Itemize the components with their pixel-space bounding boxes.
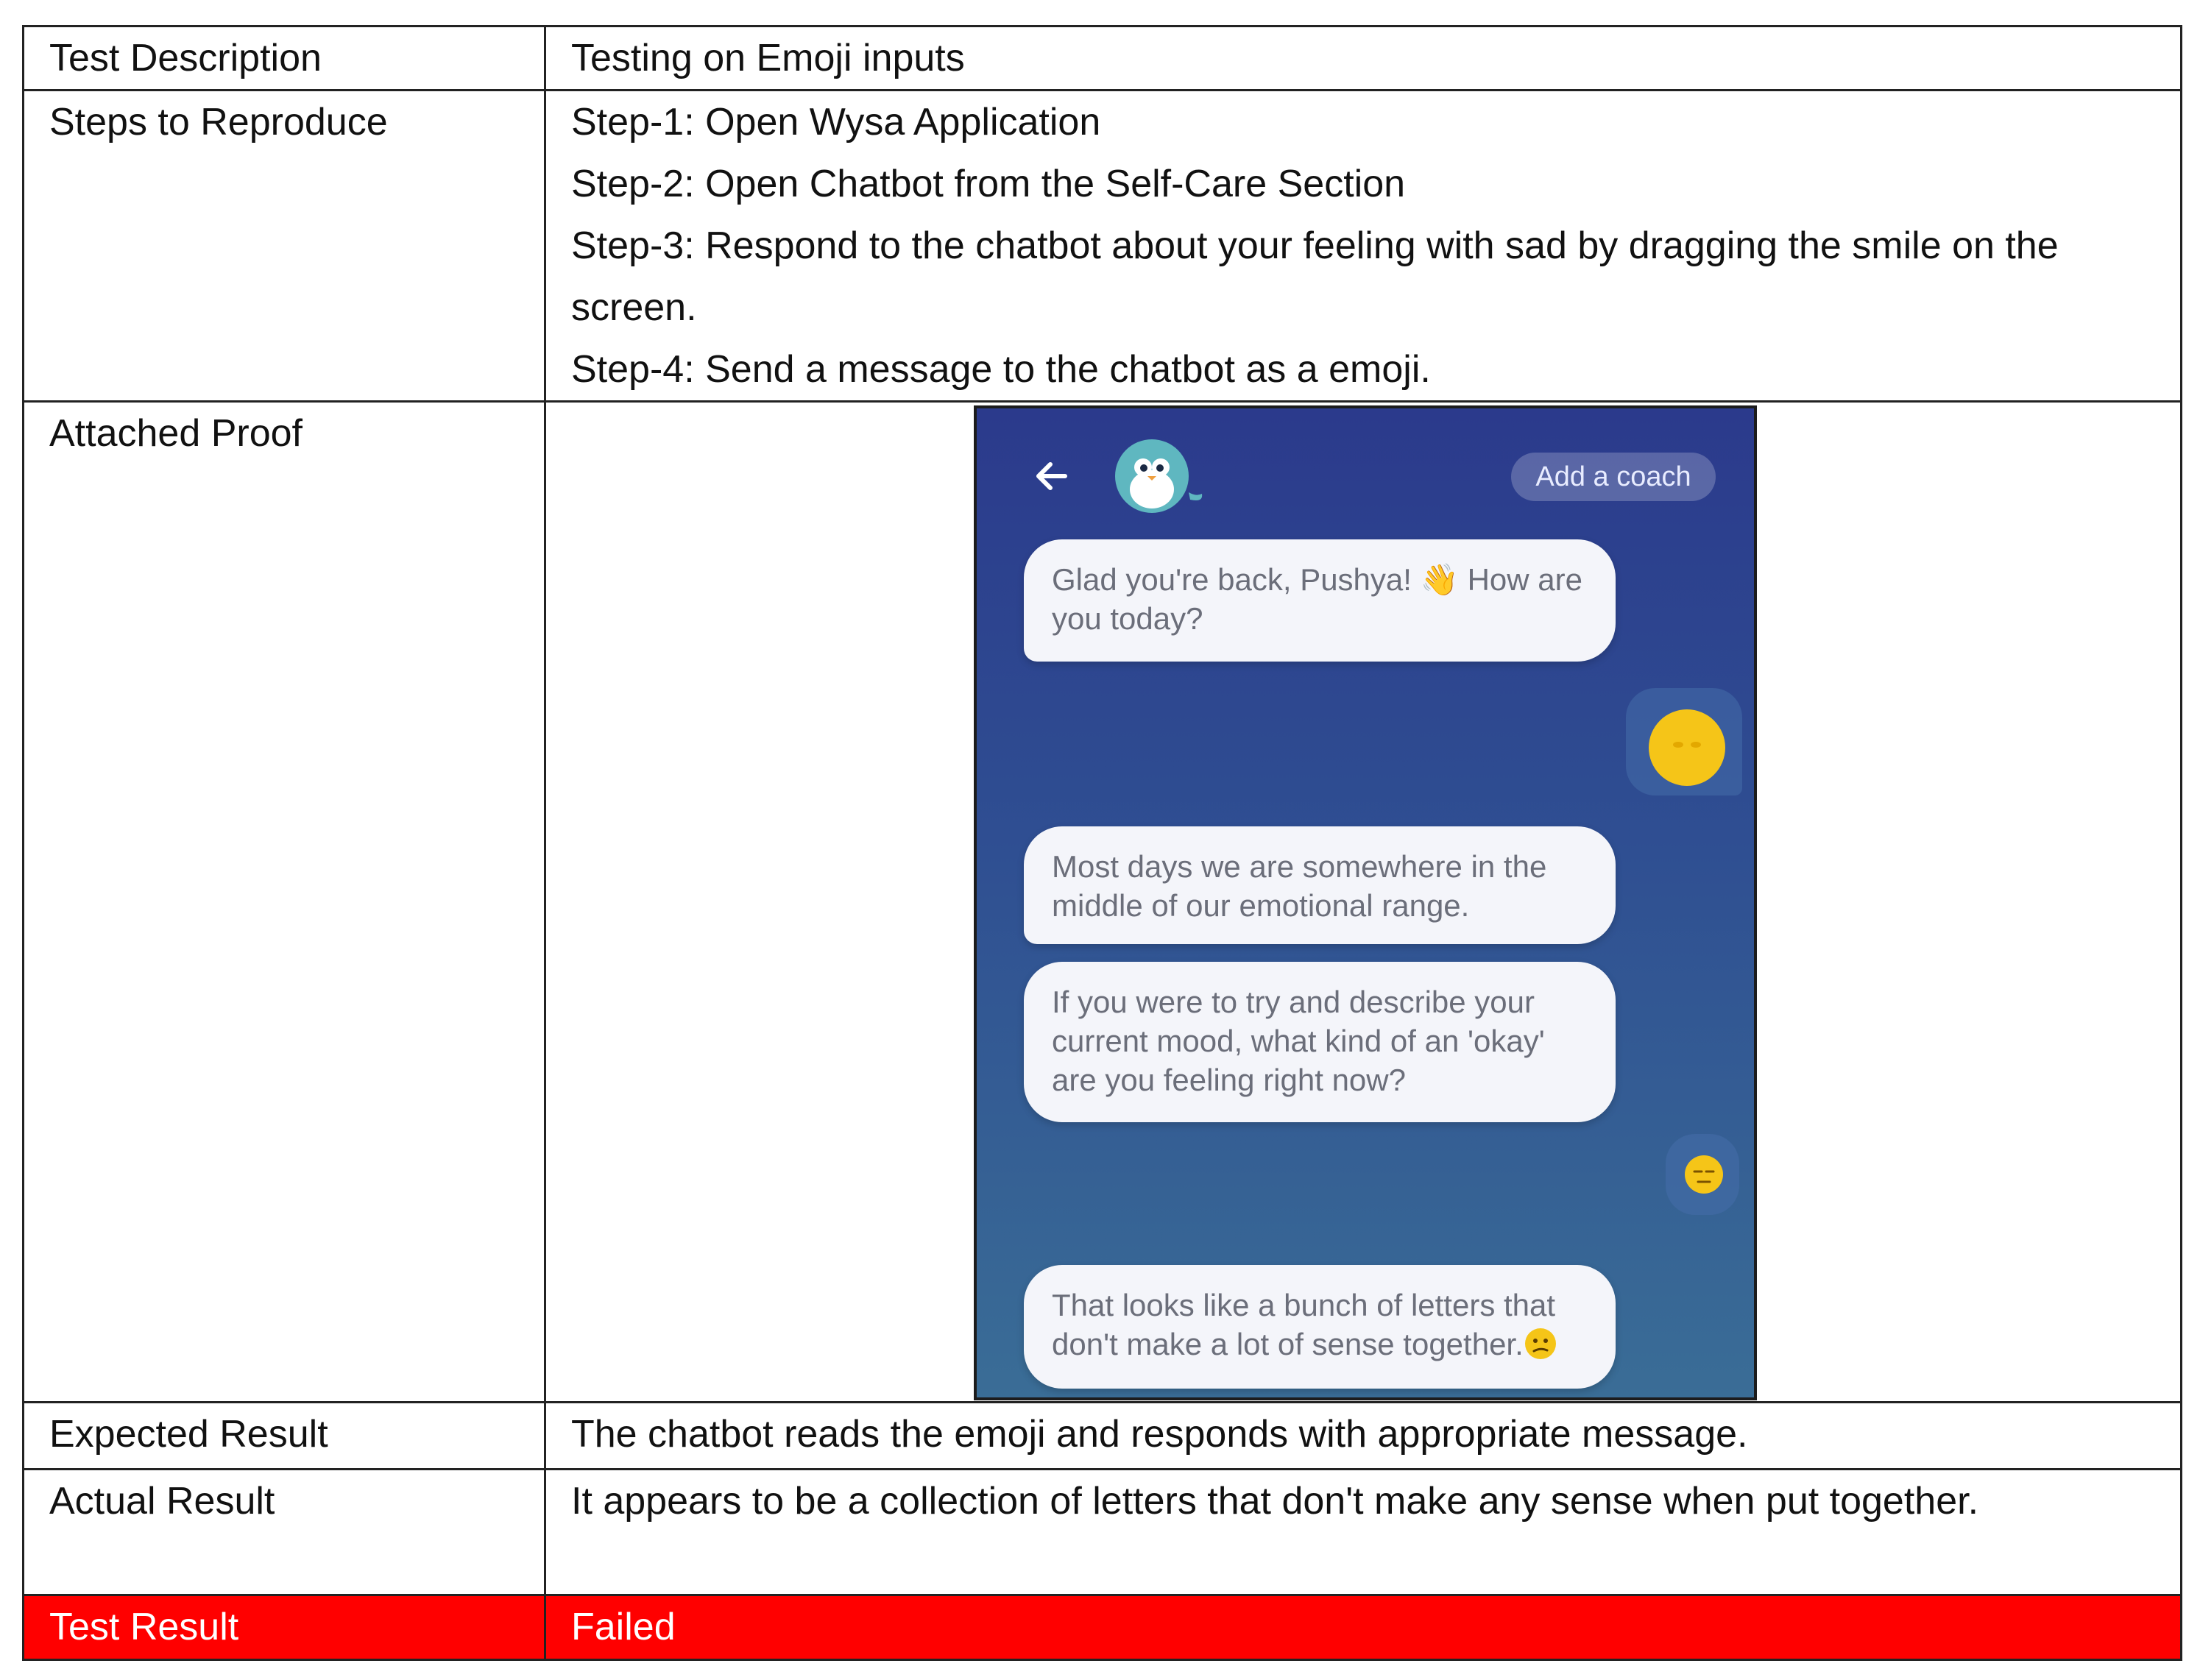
step-2: Step-2: Open Chatbot from the Self-Care Section (571, 163, 1406, 205)
chat-bubble-emotional-range: Most days we are somewhere in the middle of our emotional range. (1024, 826, 1616, 944)
steps-label: Steps to Reproduce (24, 91, 545, 402)
test-description-label: Test Description (24, 26, 545, 91)
test-result-value: Failed (545, 1595, 2182, 1660)
row-attached-proof (24, 402, 2182, 1403)
step-3: Step-3: Respond to the chatbot about your feeling with sad by dragging the smile on the screen. (571, 224, 2059, 329)
expected-result-value: The chatbot reads the emoji and responds with appropriate message. (545, 1403, 2182, 1470)
failed-response-text: That looks like a bunch of letters that don't make a lot of sense together. (1052, 1288, 1556, 1361)
attached-proof-label: Attached Proof (24, 402, 545, 1403)
greeting-text-end: How are you today? (1052, 562, 1582, 636)
step-1: Step-1: Open Wysa Application (571, 101, 1101, 143)
row-test-description (24, 26, 2182, 91)
actual-result-label: Actual Result (24, 1470, 545, 1595)
arrow-left-icon (1030, 454, 1074, 498)
expected-result-label: Expected Result (24, 1403, 545, 1470)
unamused-face-emoji-icon (1683, 1154, 1725, 1195)
actual-result-value: It appears to be a collection of letters that don't make any sense when put together. (545, 1470, 2182, 1595)
test-description-value: Testing on Emoji inputs (545, 26, 2182, 91)
step-4: Step-4: Send a message to the chatbot as a emoji. (571, 348, 1431, 391)
confused-face-emoji-icon (1524, 1327, 1557, 1361)
attached-proof-cell (545, 402, 2182, 1403)
row-steps (24, 91, 2182, 402)
chat-bubble-mood-question: If you were to try and describe your current mood, what kind of an 'okay' are you feeling right now? (1024, 962, 1616, 1122)
phone-screenshot (974, 405, 1757, 1400)
test-result-label: Test Result (24, 1595, 545, 1660)
row-expected-result (24, 1403, 2182, 1470)
row-test-result (24, 1595, 2182, 1660)
wysa-penguin-avatar-icon (1109, 435, 1205, 516)
greeting-text-start: Glad you're back, Pushya! (1052, 562, 1421, 597)
chat-bubble-greeting (1024, 539, 1616, 662)
steps-list (545, 91, 2182, 402)
test-case-table (22, 25, 2182, 1661)
add-coach-button[interactable]: Add a coach (1511, 453, 1716, 501)
row-actual-result (24, 1470, 2182, 1595)
neutral-face-emoji-icon (1647, 708, 1727, 787)
chat-bubble-failed-response (1024, 1265, 1616, 1389)
waving-hand-icon: 👋 (1420, 562, 1459, 597)
